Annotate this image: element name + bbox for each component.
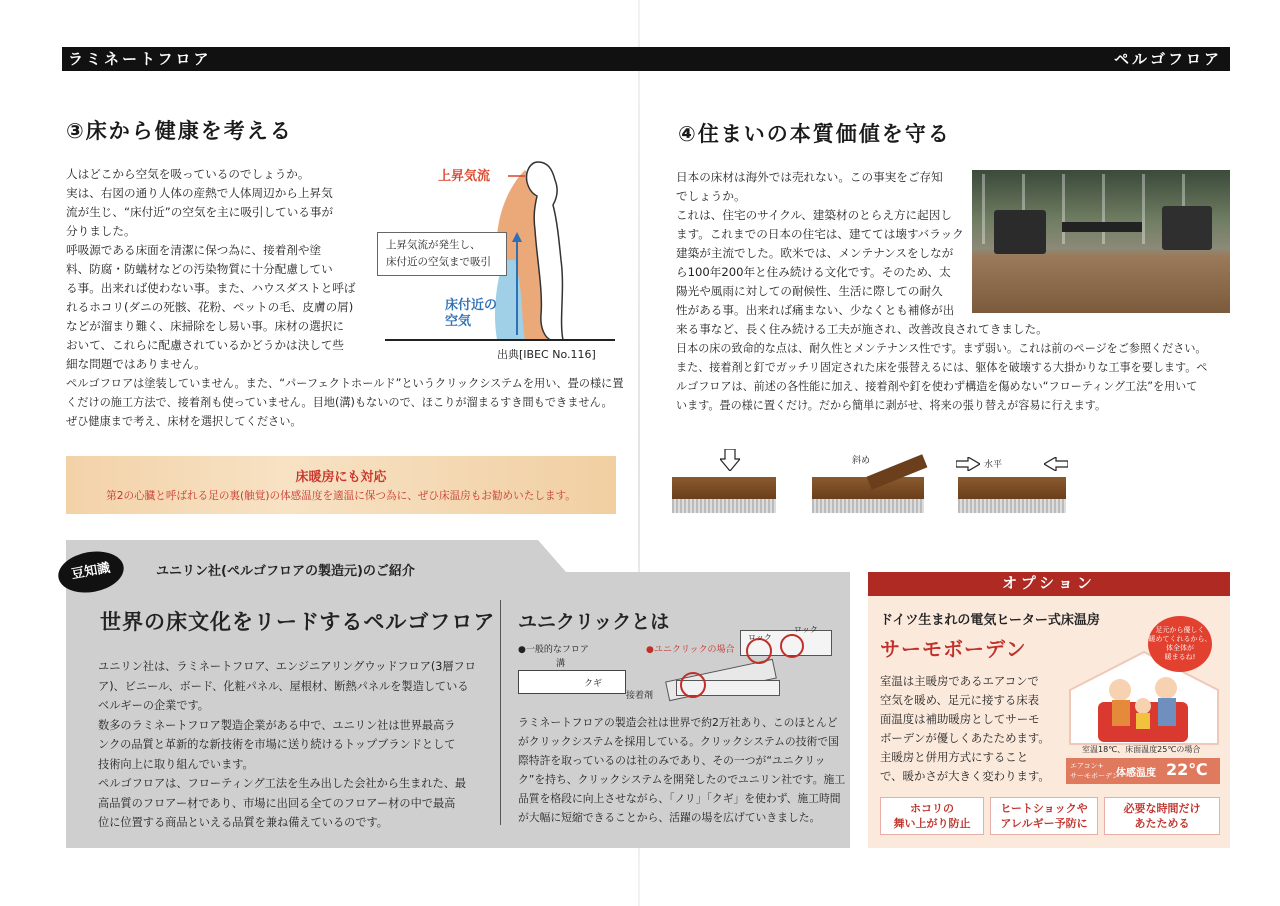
uniclick-title: ユニクリックとは	[518, 611, 670, 633]
section3-body	[66, 165, 366, 374]
groove-label: 溝	[556, 659, 566, 669]
diagram-note-box	[377, 232, 507, 276]
trivia-subtitle: ユニリン社(ペルゴフロアの製造元)のご紹介	[156, 564, 415, 579]
text-line: くだけの施工方法で、接着剤も使っていません。目地(溝)もないので、ほこりが溜まるすき間もできません。	[66, 396, 613, 409]
text-line: ら100年200年と住み続ける文化です。そのため、太	[676, 265, 951, 279]
text-line: ベルギーの企業です。	[98, 699, 209, 712]
temp-condition: 室温18℃、床面温度25℃の場合	[1082, 745, 1201, 754]
floor-base1	[672, 499, 776, 513]
temp-label-line1: エアコン+	[1070, 762, 1104, 770]
text-line: 分りました。	[66, 224, 136, 238]
header-right-title: ペルゴフロア	[1113, 50, 1222, 68]
floor-step1	[672, 477, 776, 499]
floor-air-line: 空気	[445, 314, 472, 329]
text-line: 空気を暖め、足元に接する床表	[880, 693, 1040, 707]
floor-air-line: 床付近の	[445, 298, 498, 313]
option-header: オプション	[868, 572, 1230, 596]
lock-label-1: ロック	[748, 633, 772, 642]
note-line: 床付近の空気まで吸引	[386, 256, 491, 268]
left-arrow-icon	[1044, 457, 1068, 471]
temp-label-main: 体感温度	[1116, 768, 1156, 779]
diagonal-label: 斜め	[852, 456, 871, 466]
section3-title: ③床から健康を考える	[66, 119, 293, 143]
rising-air-label: 上昇気流	[438, 169, 491, 184]
text-line: 面温度は補助暖房としてサーモ	[880, 712, 1040, 726]
bubble-line: 暖めてくれるから、	[1148, 635, 1212, 643]
text-line: おいて、これらに配慮されているかどうかは決して些	[66, 338, 345, 352]
text-line: 高品質のフロアー材であり、市場に出回る全てのフロアー材の中で最高	[98, 796, 456, 810]
text-line: 位に位置する商品といえる品質を兼ね備えているのです。	[98, 816, 388, 829]
text-line: 数多のラミネートフロア製造企業がある中で、ユニリン社は世界最高ラ	[98, 718, 456, 732]
text-line: ペルゴフロアは、フローティング工法を生み出した会社から生まれた、最	[98, 777, 467, 790]
benefit-line: 必要な時間だけ	[1123, 802, 1201, 815]
trivia-title: 世界の床文化をリードするペルゴフロア	[100, 610, 496, 634]
general-floor-board	[518, 670, 626, 694]
text-line: 来る事など、長く住み続ける工夫が施され、改善改良されてきました。	[676, 322, 1048, 336]
benefit-timer	[1104, 797, 1220, 835]
section4-body-wide	[676, 339, 1236, 415]
text-line: ルゴフロアは、前述の各性能に加え、接着剤や釘を使わず構造を傷めない“フローティング工法”を用いて	[676, 380, 1198, 393]
uniclick-body	[518, 713, 846, 827]
text-line: 技術向上に取り組んでいます。	[98, 757, 254, 771]
nail-label: クギ	[584, 679, 603, 689]
armchair-right	[1162, 206, 1212, 250]
text-line: ユニリン社は、ラミネートフロア、エンジニアリングウッドフロア(3層フロ	[98, 660, 476, 673]
rising-air-diagram	[375, 150, 625, 365]
trivia-body	[98, 657, 488, 833]
bubble-line: 足元から優しく	[1155, 626, 1205, 634]
install-steps	[672, 445, 1072, 520]
floor-base3	[958, 499, 1066, 513]
text-line: 流が生じ、“床付近”の空気を主に吸引している事が	[66, 205, 334, 219]
diagram-source: 出典[IBEC No.116]	[497, 348, 596, 361]
text-line: ンクの品質と革新的な新技術を市場に送り続けるトップブランドとして	[98, 738, 456, 751]
text-line: ペルゴフロアは塗装していません。また、“パーフェクトホールド”というクリックシステムを用い、畳の様に置	[66, 377, 624, 390]
sensible-temp-box	[1066, 758, 1220, 784]
floor-base2	[812, 499, 924, 513]
general-floor-label: ●一般的なフロア	[518, 645, 589, 655]
header-bar	[62, 47, 1230, 71]
temp-label-line2: サーモボーデン	[1070, 772, 1119, 780]
right-arrow-icon	[956, 457, 980, 471]
text-line: でしょうか。	[676, 189, 746, 203]
text-line: これは、住宅のサイクル、建築材のとらえ方に起因し	[676, 208, 952, 222]
floor-heating-callout	[66, 456, 616, 514]
floor-air-label	[445, 298, 497, 330]
text-line: ア)、ビニール、ボード、化粧パネル、屋根材、断熱パネルを製造している	[98, 679, 469, 693]
note-line: 上昇気流が発生し、	[386, 239, 481, 251]
text-line: 日本の床材は海外では売れない。この事実をご存知	[676, 170, 943, 184]
down-arrow-icon	[720, 449, 740, 471]
lock-circle-3	[680, 672, 706, 698]
horizontal-label: 水平	[984, 460, 1003, 470]
floor-step3	[958, 477, 1066, 499]
text-line: 品質を格段に向上させながら、「ノリ」「クギ」を使わず、施工時間	[518, 792, 841, 805]
text-line: で、暖かさが大きく変わります。	[880, 769, 1050, 783]
text-line: 呼吸源である床面を清潔に保つ為に、接着剤や塗	[66, 243, 322, 257]
text-line: 建築が主流でした。欧米では、メンテナンスをしなが	[676, 246, 954, 260]
callout-text: 第2の心臓と呼ばれる足の裏(触覚)の体感温度を適温に保つ為に、ぜひ床温房もお勧めいたします。	[106, 490, 576, 502]
text-line: 実は、右図の通り人体の産熱で人体周辺から上昇気	[66, 186, 333, 200]
uniclick-diagram	[516, 625, 836, 710]
bubble-line: 体全体が	[1166, 644, 1194, 652]
section4-body	[676, 168, 1048, 339]
text-line: 室温は主暖房であるエアコンで	[880, 674, 1039, 688]
text-line: が大幅に短縮できることから、活躍の場を広げていきました。	[518, 811, 821, 824]
text-line: います。畳の様に置くだけ。だから簡単に剥がせ、将来の張り替えが容易に行えます。	[676, 399, 1107, 412]
option-body	[880, 672, 1060, 786]
benefit-dust	[880, 797, 984, 835]
text-line: ます。これまでの日本の住宅は、建てては壊すバラック	[676, 227, 964, 241]
armchair-left	[994, 210, 1046, 254]
text-line: 際特許を取っているのは社のみであり、その一つが“ユニクリッ	[518, 754, 826, 767]
room-photo	[972, 170, 1230, 313]
text-line: 主暖房と併用方式にすること	[880, 750, 1029, 764]
text-line: れるホコリ(ダニの死骸、花粉、ペットの毛、皮膚の屑)	[66, 300, 354, 314]
text-line: また、接着剤と釘でガッチリ固定された床を張替えるには、躯体を破壊する大掛かりな工事を要します。ペ	[676, 361, 1208, 374]
text-line: 陽光や風雨に対しての耐候性、生活に際しての耐久	[676, 284, 943, 298]
text-line: 人はどこから空気を吸っているのでしょうか。	[66, 167, 310, 181]
temp-value: 22℃	[1166, 760, 1208, 779]
lock-circle-2	[780, 634, 804, 658]
benefit-line: ヒートショックや	[1000, 802, 1088, 815]
trivia-divider	[500, 600, 501, 825]
benefit-line: ホコリの	[910, 802, 954, 815]
option-product-name: サーモボーデン	[880, 637, 1027, 661]
callout-title: 床暖房にも対応	[295, 470, 387, 485]
benefit-line: あたためる	[1134, 817, 1190, 830]
speech-bubble	[1148, 616, 1212, 672]
coffee-table	[1062, 222, 1142, 232]
text-line: 料、防腐・防蟻材などの汚染物質に十分配慮してい	[66, 262, 333, 276]
section4-title: ④住まいの本質価値を守る	[678, 122, 951, 146]
lock-label-2: ロック	[794, 625, 818, 634]
text-line: などが溜まり難く、床掃除をし易い事。床材の選択に	[66, 319, 345, 333]
text-line: 性がある事。出来れば痛まない、少なくとも補修が出	[676, 303, 955, 317]
text-line: ラミネートフロアの製造会社は世界で約2万社あり、このほとんど	[518, 716, 838, 729]
text-line: ボーデンが優しくあたためます。	[880, 731, 1050, 745]
benefit-line: アレルギー予防に	[1000, 817, 1088, 830]
bubble-line: 暖まるね!	[1164, 653, 1196, 661]
benefit-line: 舞い上がり防止	[893, 817, 971, 830]
uniclick-case-label: ●ユニクリックの場合	[646, 645, 735, 655]
text-line: 細な問題ではありません。	[66, 357, 206, 371]
text-line: がクリックシステムを採用している。クリックシステムの技術で国	[518, 735, 839, 748]
section3-body-wide	[66, 374, 626, 431]
option-lead: ドイツ生まれの電気ヒーター式床温房	[880, 613, 1100, 628]
text-line: ク”を持ち、クリックシステムを開発したのでユニリン社です。施工	[518, 773, 846, 786]
text-line: る事。出来れば使わない事。また、ハウスダストと呼ば	[66, 281, 356, 295]
header-left-title: ラミネートフロア	[68, 50, 212, 68]
adhesive-label: 接着剤	[626, 691, 654, 701]
text-line: 日本の床の致命的な点は、耐久性とメンテナンス性です。まず弱い。これは前のページをご参照ください。	[676, 342, 1207, 355]
benefit-heatshock	[990, 797, 1098, 835]
text-line: ぜひ健康まで考え、床材を選択してください。	[66, 415, 302, 428]
trivia-badge-label: 豆知識	[70, 560, 112, 583]
